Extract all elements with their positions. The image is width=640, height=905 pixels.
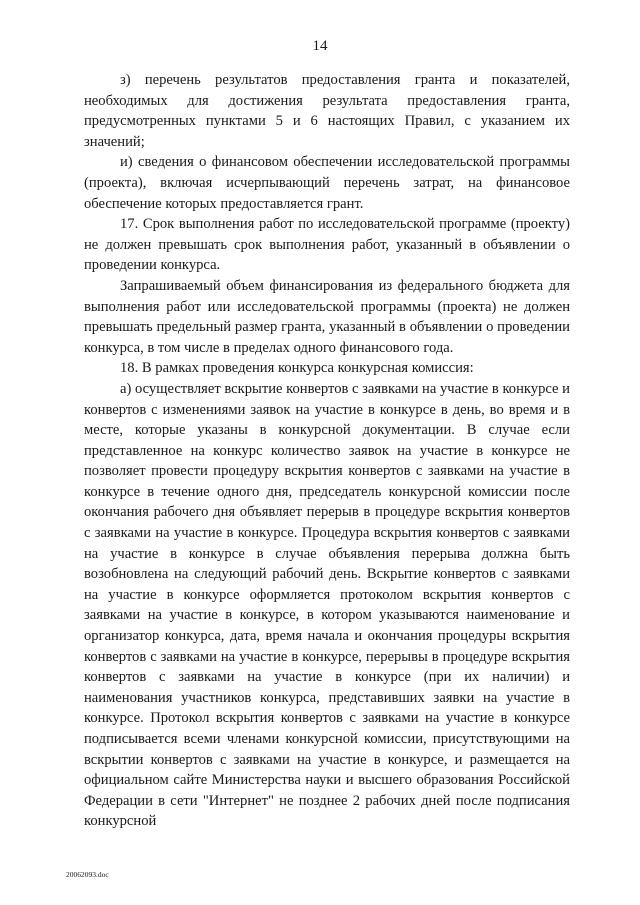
paragraph-clause-18: 18. В рамках проведения конкурса конкурсная комиссия:: [120, 360, 474, 377]
paragraph-funding-limit: Запрашиваемый объем финансирования из федерального бюджета для выполнения работ или исследовательской программы (проекта) не должен превышать предельный размер гранта, указанный в объявлении о проведении конкурса, в том числе в пределах одного финансового года.: [84, 277, 570, 356]
paragraph-item-i: и) сведения о финансовом обеспечении исследовательской программы (проекта), включая исчерпывающий перечень затрат, на финансовое обеспечение которых предоставляется грант.: [84, 154, 570, 212]
paragraph-clause-17: 17. Срок выполнения работ по исследовательской программе (проекту) не должен превышать срок выполнения работ, указанный в объявлении о проведении конкурса.: [84, 216, 570, 274]
document-body: [84, 70, 570, 832]
file-code: 20062093.doc: [66, 870, 109, 879]
paragraph-item-a: а) осуществляет вскрытие конвертов с заявками на участие в конкурсе и конвертов с изменениями заявок на участие в конкурсе в день, во время и в месте, которые указаны в конкурсной документации. В случае если представленное на конкурс количество заявок на участие в конкурсе не позволяет провести процедуру вскрытия конвертов с заявками на участие в конкурсе в течение одного дня, председатель конкурсной комиссии после окончания рабочего дня объявляет перерыв в процедуре вскрытия конвертов с заявками на участие в конкурсе. Процедура вскрытия конвертов с заявками на участие в конкурсе в случае объявления перерыва должна быть возобновлена на следующий рабочий день. Вскрытие конвертов с заявками на участие в конкурсе оформляется протоколом вскрытия конвертов с заявками на участие в конкурсе, в котором указываются наименование и организатор конкурса, дата, время начала и окончания процедуры вскрытия конвертов с заявками на участие в конкурсе, перерывы в процедуре вскрытия конвертов с заявками на участие в конкурсе (при их наличии) и наименования участников конкурса, представивших заявки на участие в конкурсе. Протокол вскрытия конвертов с заявками на участие в конкурсе подписывается всеми членами конкурсной комиссии, присутствующими на вскрытии конвертов с заявками на участие в конкурсе, и размещается на официальном сайте Министерства науки и высшего образования Российской Федерации в сети "Интернет" не позднее 2 рабочих дней после подписания конкурсной: [84, 380, 570, 830]
paragraph-item-z: з) перечень результатов предоставления гранта и показателей, необходимых для достижения результата предоставления гранта, предусмотренных пунктами 5 и 6 настоящих Правил, с указанием их значений;: [84, 72, 570, 150]
page-number: 14: [312, 38, 328, 54]
